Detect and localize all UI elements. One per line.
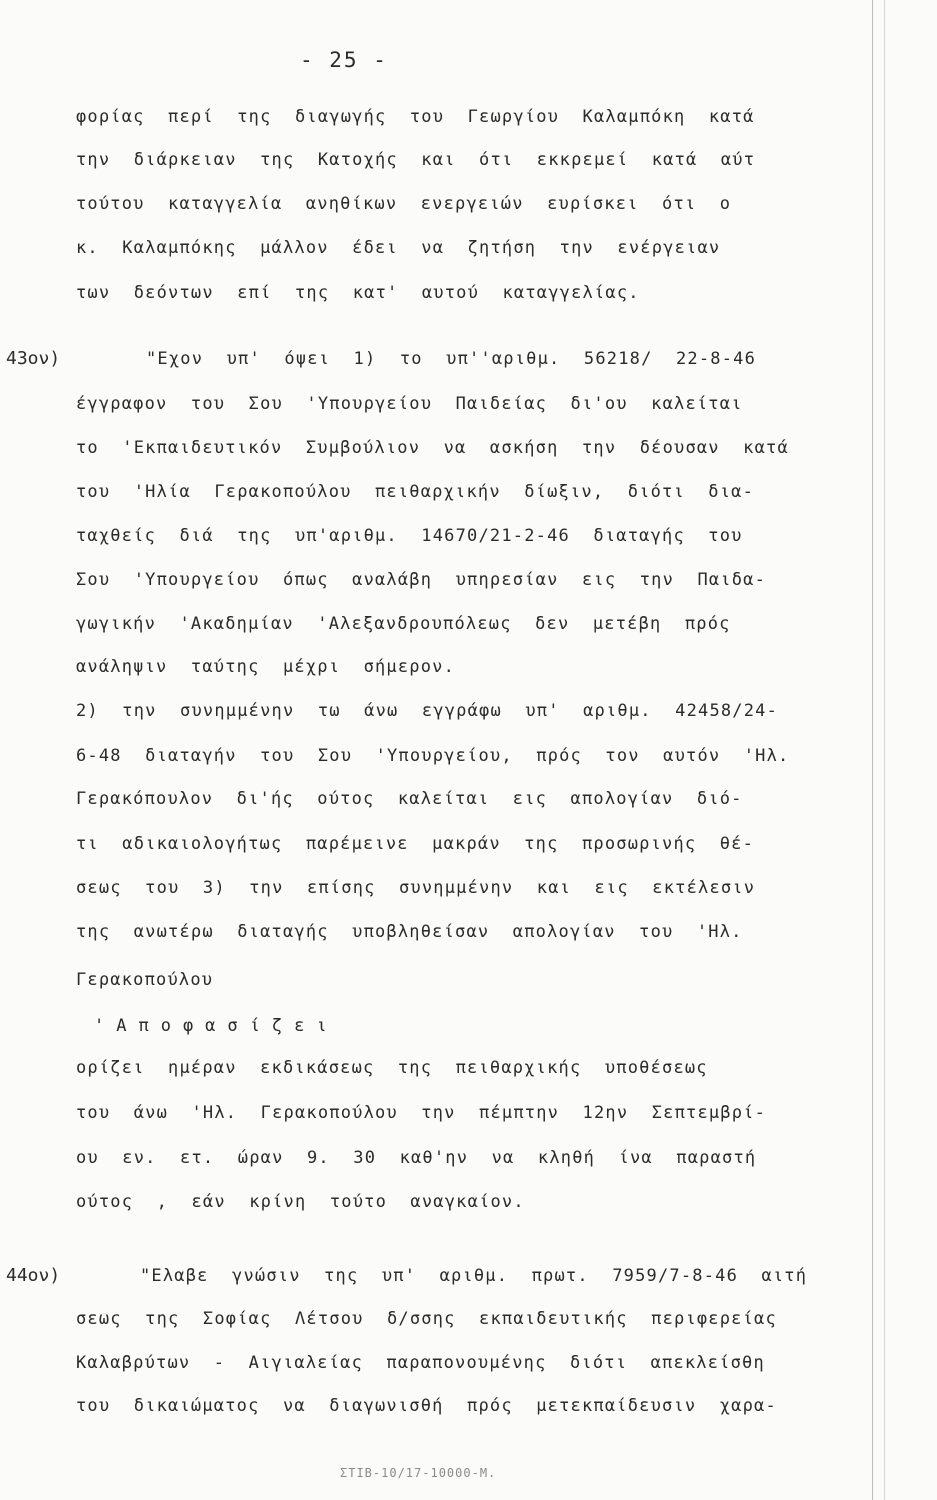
text-line: ούτος , εάν κρίνη τούτο αναγκαίον. bbox=[76, 1192, 525, 1212]
scan-edge-line bbox=[884, 0, 885, 1500]
item-number-43: 43ον) bbox=[6, 348, 61, 369]
page-number: - 25 - bbox=[300, 48, 388, 72]
text-line: 2) την συνημμένην τω άνω εγγράφω υπ' αριθμ. 42458/24- bbox=[76, 701, 779, 721]
text-line: του 'Ηλία Γερακοπούλου πειθαρχικήν δίωξιν, διότι δια- bbox=[76, 482, 755, 502]
text-line: ταχθείς διά της υπ'αριθμ. 14670/21-2-46 διαταγής του bbox=[76, 526, 743, 546]
printer-footer: ΣΤΙΒ-10/17-10000-Μ. bbox=[340, 1466, 497, 1480]
text-line: ορίζει ημέραν εκδικάσεως της πειθαρχικής υποθέσεως bbox=[76, 1058, 708, 1078]
item-number-44: 44ον) bbox=[6, 1265, 61, 1286]
text-line: φορίας περί της διαγωγής του Γεωργίου Καλαμπόκη κατά bbox=[76, 107, 755, 127]
text-line: του άνω 'Ηλ. Γερακοπούλου την πέμπτην 12ην Σεπτεμβρί- bbox=[76, 1103, 767, 1123]
decision-heading: 'Αποφασίζει bbox=[94, 1016, 339, 1036]
text-line: τι αδικαιολογήτως παρέμεινε μακράν της προσωρινής θέ- bbox=[76, 834, 755, 854]
text-line: του δικαιώματος να διαγωνισθή πρός μετεκπαίδευσιν χαρα- bbox=[76, 1396, 777, 1416]
text-line: των δεόντων επί της κατ' αυτού καταγγελίας. bbox=[76, 283, 640, 303]
text-line: Γερακοπούλου bbox=[76, 970, 214, 990]
text-line: την διάρκειαν της Κατοχής και ότι εκκρεμεί κατά αύτ bbox=[76, 150, 756, 170]
text-line: σεως του 3) την επίσης συνημμένην και εις εκτέλεσιν bbox=[76, 878, 756, 898]
text-line: 6-48 διαταγήν του Σου 'Υπουργείου, πρός τον αυτόν 'Ηλ. bbox=[76, 746, 790, 766]
text-line: κ. Καλαμπόκης μάλλον έδει να ζητήση την ενέργειαν bbox=[76, 238, 721, 258]
text-line: "Εχον υπ' όψει 1) το υπ''αριθμ. 56218/ 22-8-46 bbox=[146, 349, 757, 369]
text-line: ου εν. ετ. ώραν 9. 30 καθ'ην να κληθή ίνα παραστή bbox=[76, 1148, 757, 1168]
text-line: τούτου καταγγελία ανηθίκων ενεργειών ευρίσκει ότι ο bbox=[76, 194, 732, 214]
text-line: γωγικήν 'Ακαδημίαν 'Αλεξανδρουπόλεως δεν μετέβη πρός bbox=[76, 614, 731, 634]
text-line: έγγραφον του Σου 'Υπουργείου Παιδείας δι'ου καλείται bbox=[76, 394, 743, 414]
text-line: Καλαβρύτων - Αιγιαλείας παραπονουμένης διότι απεκλείσθη bbox=[76, 1353, 765, 1373]
text-line: ανάληψιν ταύτης μέχρι σήμερον. bbox=[76, 657, 456, 677]
text-line: Γερακόπουλον δι'ής ούτος καλείται εις απολογίαν διό- bbox=[76, 789, 743, 809]
text-line: Σου 'Υπουργείου όπως αναλάβη υπηρεσίαν εις την Παιδα- bbox=[76, 570, 767, 590]
text-line: "Ελαβε γνώσιν της υπ' αριθμ. πρωτ. 7959/7-8-46 αιτή bbox=[140, 1266, 808, 1286]
scan-edge-line bbox=[872, 0, 873, 1500]
text-line: της ανωτέρω διαταγής υποβληθείσαν απολογίαν του 'Ηλ. bbox=[76, 922, 743, 942]
text-line: σεως της Σοφίας Λέτσου δ/σσης εκπαιδευτικής περιφερείας bbox=[76, 1309, 777, 1329]
text-line: το 'Εκπαιδευτικόν Συμβούλιον να ασκήση την δέουσαν κατά bbox=[76, 438, 789, 458]
